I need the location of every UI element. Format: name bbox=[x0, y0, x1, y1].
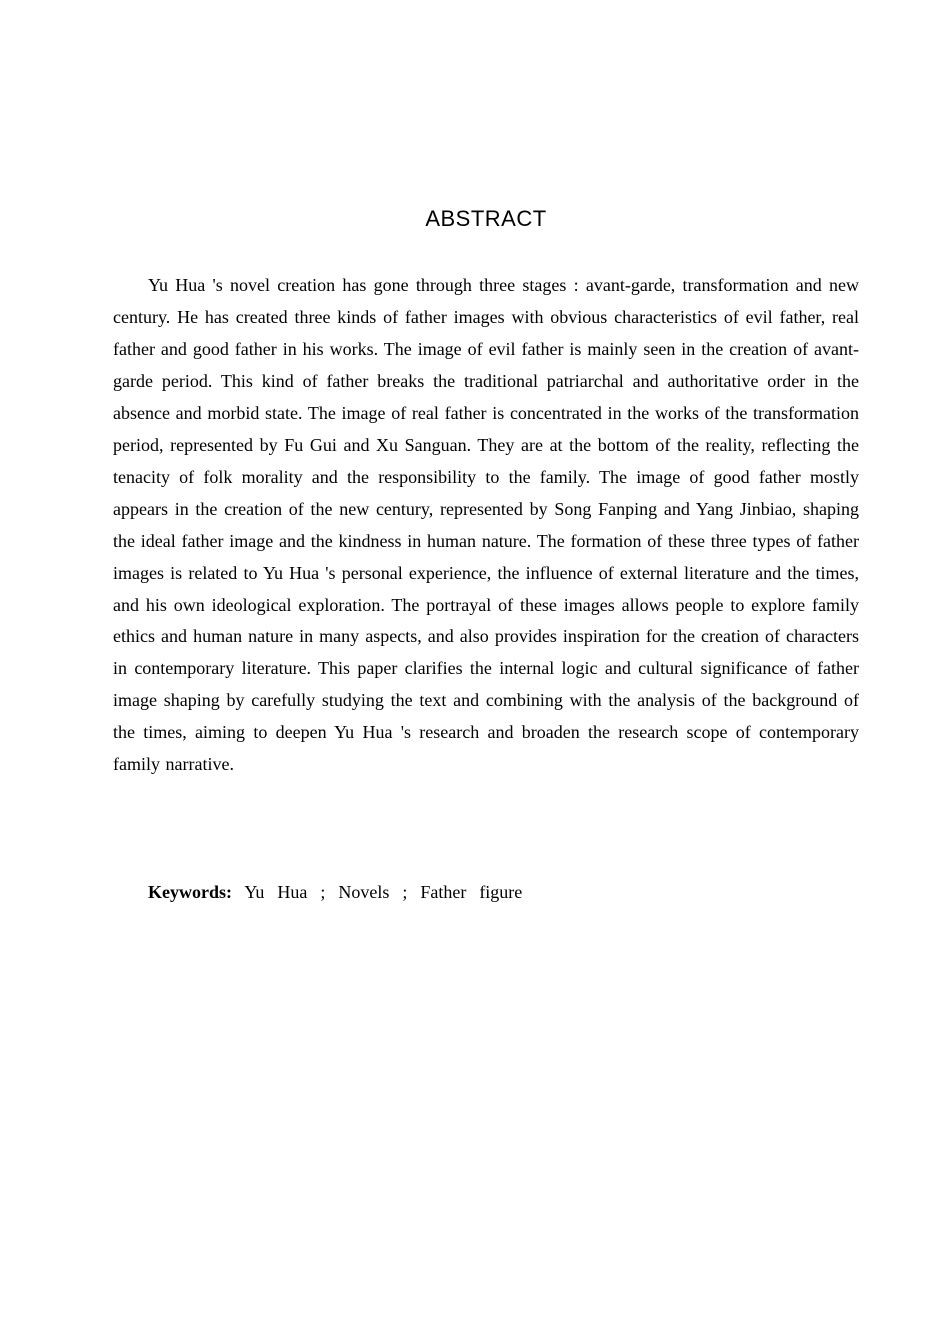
keywords-line bbox=[148, 876, 522, 908]
keywords-list: Yu Hua ; Novels ; Father figure bbox=[244, 882, 523, 902]
abstract-title: ABSTRACT bbox=[425, 206, 547, 231]
abstract-body: Yu Hua 's novel creation has gone through three stages : avant-garde, transformation and new century. He has created three kinds of father images with obvious characteristics of evil father, real father and good father in his works. The image of evil father is mainly seen in the creation of avant-garde period. This kind of father breaks the traditional patriarchal and authoritative order in the absence and morbid state. The image of real father is concentrated in the works of the transformation period, represented by Fu Gui and Xu Sanguan. They are at the bottom of the reality, reflecting the tenacity of folk morality and the responsibility to the family. The image of good father mostly appears in the creation of the new century, represented by Song Fanping and Yang Jinbiao, shaping the ideal father image and the kindness in human nature. The formation of these three types of father images is related to Yu Hua 's personal experience, the influence of external literature and the times, and his own ideological exploration. The portrayal of these images allows people to explore family ethics and human nature in many aspects, and also provides inspiration for the creation of characters in contemporary literature. This paper clarifies the internal logic and cultural significance of father image shaping by carefully studying the text and combining with the analysis of the background of the times, aiming to deepen Yu Hua 's research and broaden the research scope of contemporary family narrative. bbox=[113, 275, 859, 775]
keywords-label: Keywords: bbox=[148, 882, 232, 902]
